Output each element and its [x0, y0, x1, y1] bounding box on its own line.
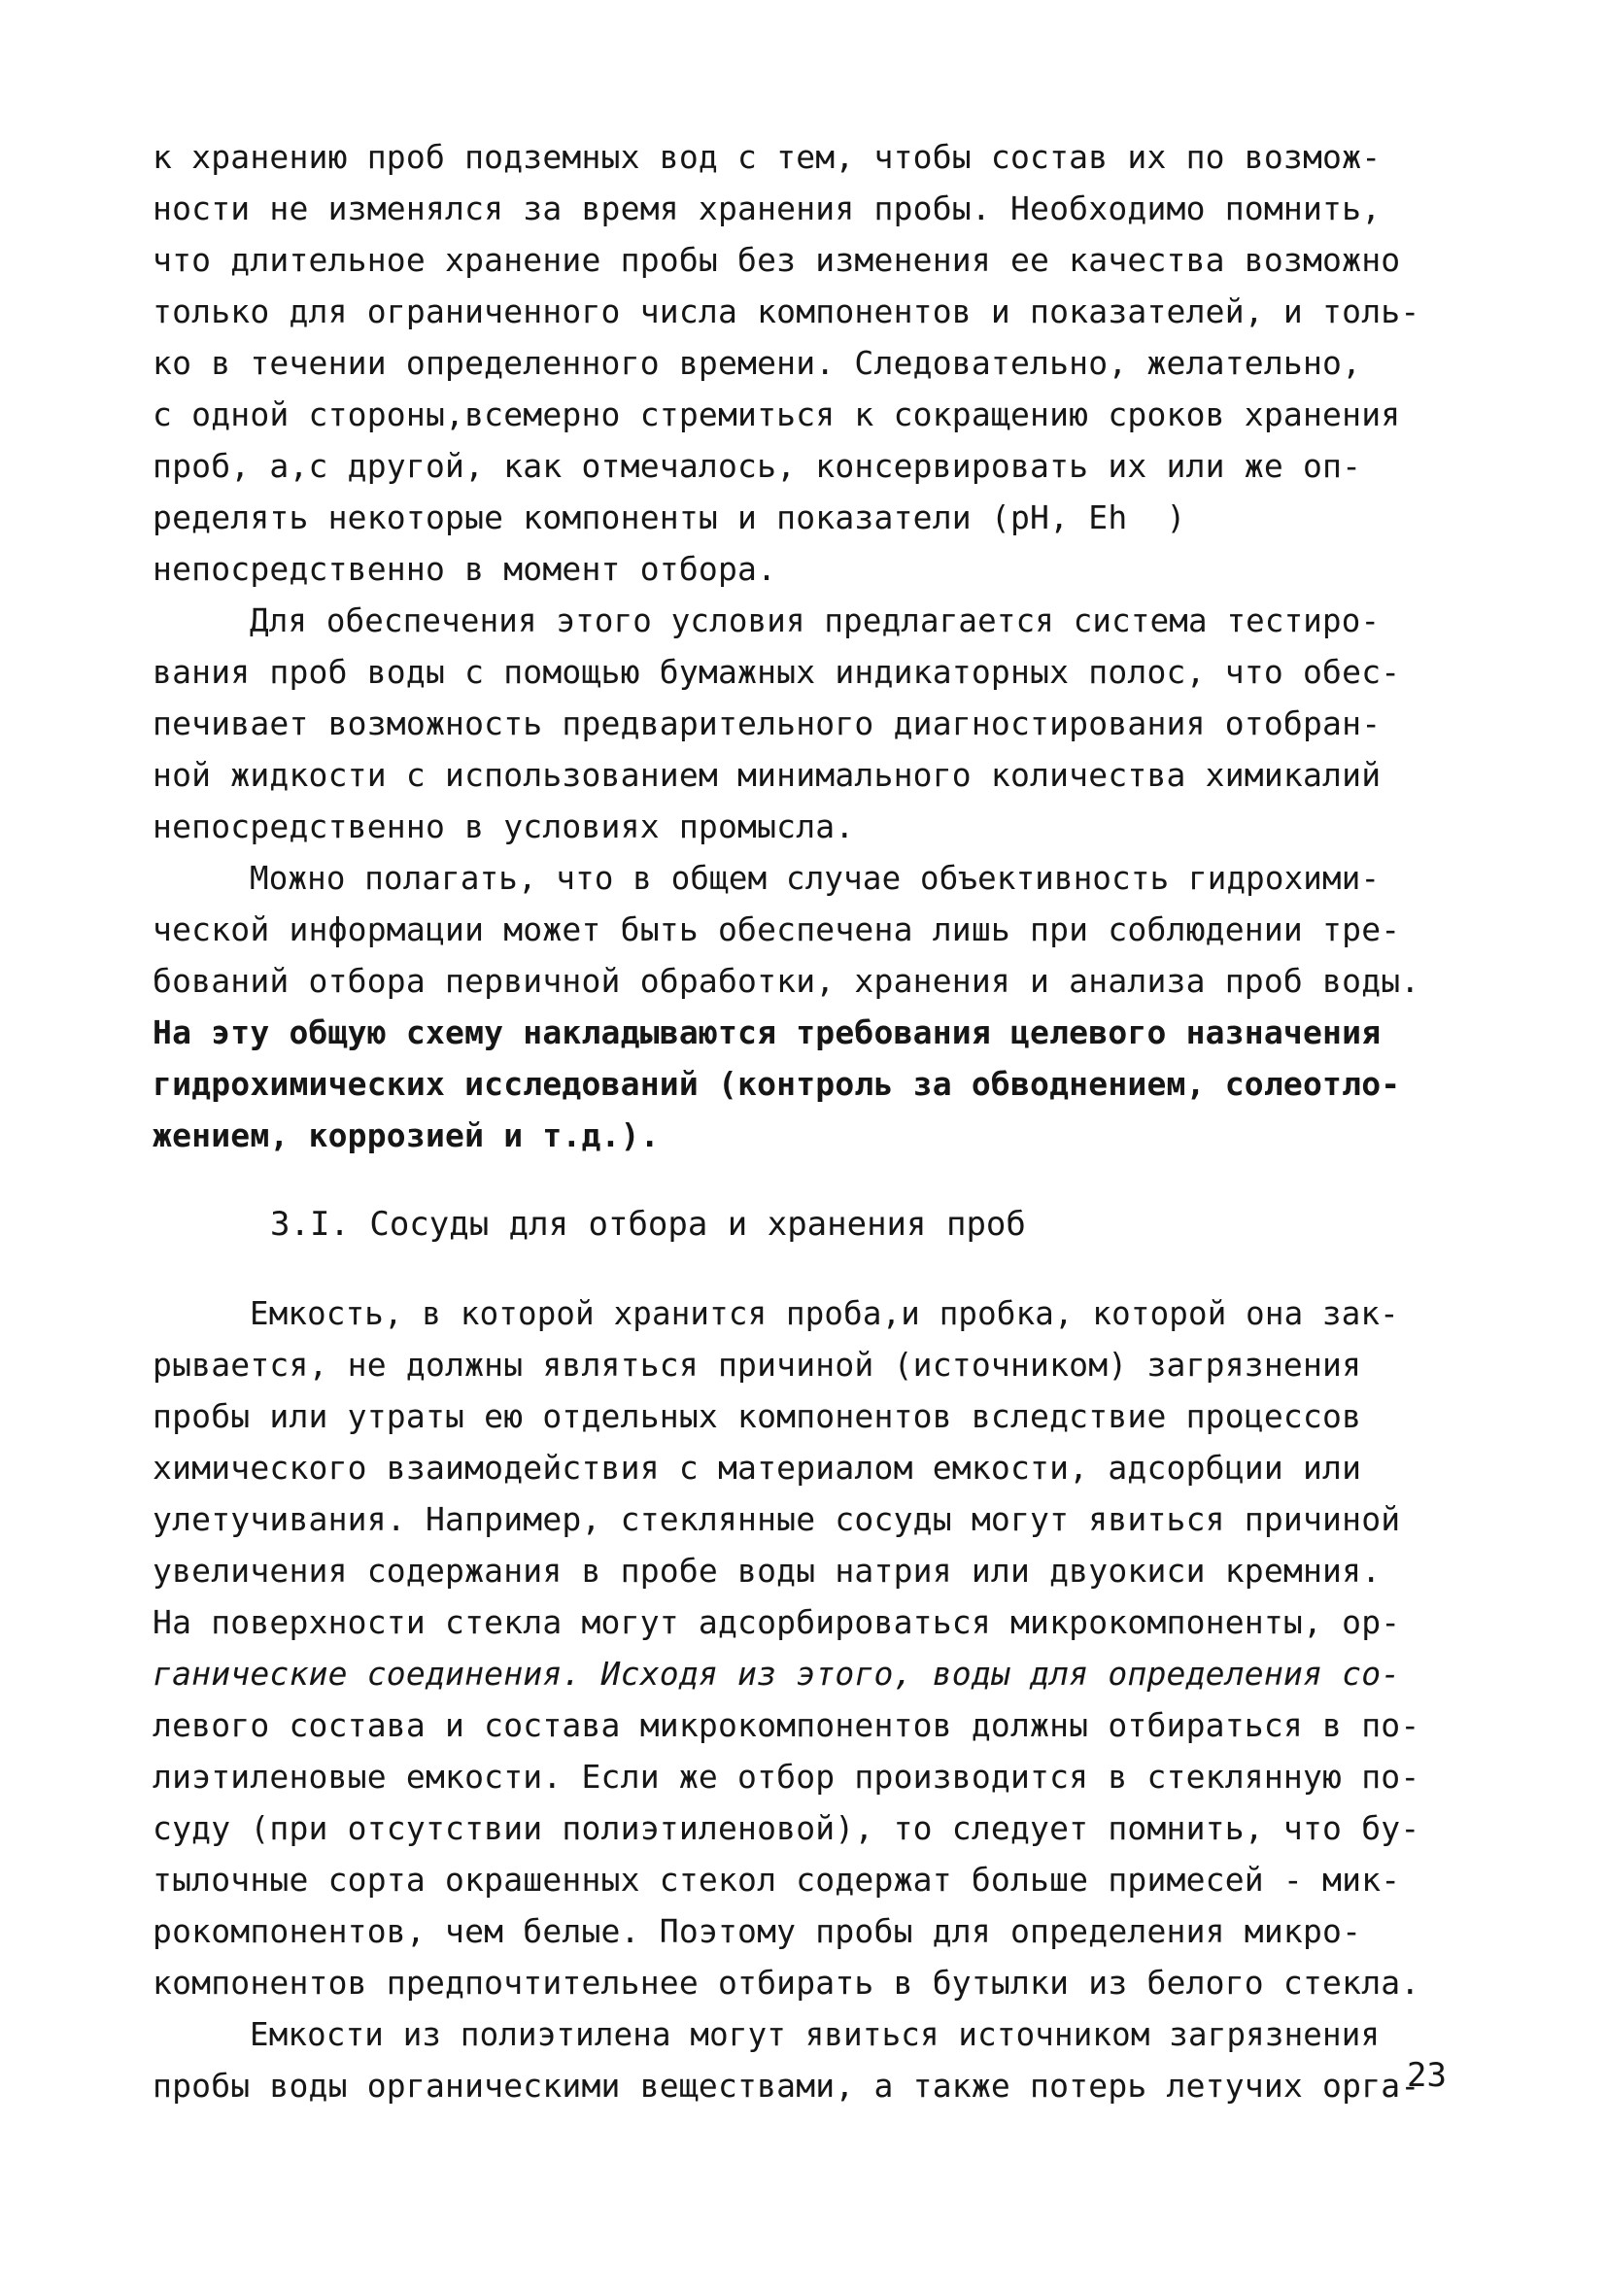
text-line: проб, а,с другой, как отмечалось, консервировать их или же оп- [153, 447, 1362, 485]
text-line: На эту общую схему накладываются требования целевого назначения [153, 1013, 1382, 1051]
text-line: химического взаимодействия с материалом емкости, адсорбции или [153, 1449, 1362, 1487]
text-line: лиэтиленовые емкости. Если же отбор производится в стеклянную по- [153, 1758, 1420, 1796]
text-line: ности не изменялся за время хранения пробы. Необходимо помнить, [153, 189, 1382, 227]
text-line: рывается, не должны являться причиной (источником) загрязнения [153, 1346, 1362, 1384]
text-line: левого состава и состава микрокомпонентов должны отбираться в по- [153, 1706, 1420, 1744]
text-line: Для обеспечения этого условия предлагается система тестиро- [250, 601, 1381, 639]
text-line: увеличения содержания в пробе воды натрия или двуокиси кремния. [153, 1552, 1382, 1590]
text-line: пробы воды органическими веществами, а также потерь летучих орга- [153, 2067, 1420, 2105]
text-line: ной жидкости с использованием минимального количества химикалий [153, 756, 1382, 794]
text-line: улетучивания. Например, стеклянные сосуды могут явиться причиной [153, 1500, 1401, 1538]
text-line: печивает возможность предварительного диагностирования отобран- [153, 704, 1382, 742]
section-heading: 3.I. Сосуды для отбора и хранения проб [270, 1205, 1026, 1244]
text-line: пробы или утраты ею отдельных компонентов вследствие процессов [153, 1397, 1362, 1435]
text-line: гидрохимических исследований (контроль за обводнением, солеотло- [153, 1065, 1401, 1103]
text-line: жением, коррозией и т.д.). [153, 1116, 660, 1154]
text-line: рокомпонентов, чем белые. Поэтому пробы для определения микро- [153, 1912, 1362, 1950]
text-line: ределять некоторые компоненты и показатели (рН, Eh ) [153, 498, 1186, 536]
text-line: ческой информации может быть обеспечена лишь при соблюдении тре- [153, 910, 1401, 948]
text-line: вания проб воды с помощью бумажных индикаторных полос, что обес- [153, 653, 1401, 691]
page-number: 23 [1407, 2056, 1447, 2095]
text-line: ганические соединения. Исходя из этого, воды для определения со- [153, 1655, 1401, 1693]
text-line: Емкости из полиэтилена могут явиться источником загрязнения [250, 2015, 1381, 2053]
text-line: к хранению проб подземных вод с тем, чтобы состав их по возмож- [153, 138, 1382, 176]
text-line: Емкость, в которой хранится проба,и пробка, которой она зак- [250, 1294, 1399, 1332]
text-line: что длительное хранение пробы без изменения ее качества возможно [153, 241, 1401, 279]
text-line: На поверхности стекла могут адсорбироваться микрокомпоненты, ор- [153, 1603, 1401, 1641]
text-line: бований отбора первичной обработки, хранения и анализа проб воды. [153, 962, 1420, 1000]
text-line: ко в течении определенного времени. Следовательно, желательно, [153, 344, 1362, 382]
text-line: непосредственно в условиях промысла. [153, 807, 855, 845]
text-line: с одной стороны,всемерно стремиться к сокращению сроков хранения [153, 395, 1401, 433]
text-line: тылочные сорта окрашенных стекол содержат больше примесей - мик- [153, 1861, 1401, 1899]
text-line: только для ограниченного числа компонентов и показателей, и толь- [153, 292, 1420, 330]
text-line: суду (при отсутствии полиэтиленовой), то следует помнить, что бу- [153, 1809, 1420, 1847]
text-line: Можно полагать, что в общем случае объективность гидрохими- [250, 859, 1381, 897]
text-line: непосредственно в момент отбора. [153, 550, 777, 588]
text-line: компонентов предпочтительнее отбирать в бутылки из белого стекла. [153, 1964, 1420, 2002]
